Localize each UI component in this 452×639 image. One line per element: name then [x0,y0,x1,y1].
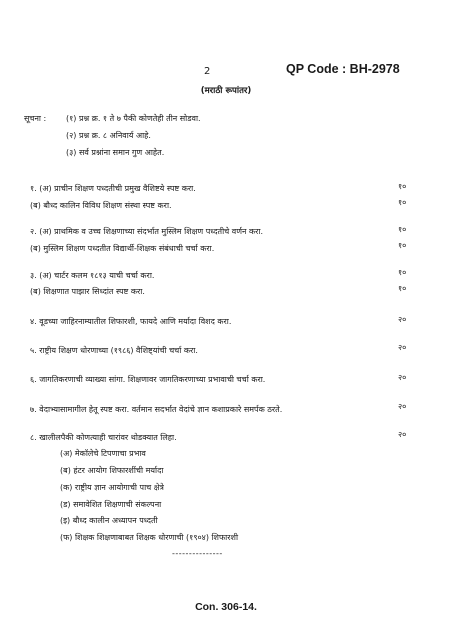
q8-option: (फ) शिक्षक शिक्षणाबाबत शिक्षक धोरणाची (१९०४) शिफारशी [60,533,239,542]
marks-4: २० [398,315,407,324]
qp-code: QP Code : BH-2978 [286,62,400,76]
q8-option: (अ) मेकॉलेचे टिपणाचा प्रभाव [60,449,146,458]
marks-7: २० [398,402,407,411]
marks-2a: १० [398,225,407,234]
marks-6: २० [398,373,407,382]
question-7: ७. वेदाभ्यासामागील हेतू स्पष्ट करा. वर्तमान सदर्भात वेदांचे ज्ञान कशाप्रकारे समर्पक ठरते. [30,405,283,414]
question-1a: १. (अ) प्राचीन शिक्षण पध्दतीची प्रमुख वैशिष्टये स्पष्ट करा. [30,184,196,193]
footer-code: Con. 306-14. [195,601,257,613]
instruction-item: (३) सर्व प्रश्नांना समान गुण आहेत. [66,148,165,157]
q8-option: (इ) बौध्द कालीन अध्यापन पध्दती [60,516,158,525]
marks-3a: १० [398,268,407,277]
subtitle: (मराठी रूपांतर) [200,86,252,96]
instructions-label: सूचना : [24,114,47,123]
instruction-item: (२) प्रश्न क्र. ८ अनिवार्य आहे. [66,131,151,140]
marks-1b: १० [398,198,407,207]
marks-2b: १० [398,241,407,250]
question-2b: (ब) मुस्लिम शिक्षण पध्दतीत विद्यार्थी-शिक्षक संबंधाची चर्चा करा. [30,244,215,253]
marks-3b: १० [398,284,407,293]
question-1b: (ब) बौध्द कालिन विविध शिक्षण संस्था स्पष्ट करा. [30,201,172,210]
separator-line: --------------- [172,549,223,558]
page-number: 2 [204,66,211,77]
question-3b: (ब) शिक्षणात पाझार सिध्दांत स्पष्ट करा. [30,287,145,296]
q8-option: (ड) समावेशित शिक्षणाची संकल्पना [60,500,162,509]
marks-8: २० [398,430,407,439]
marks-5: २० [398,343,407,352]
question-2a: २. (अ) प्राथमिक व उच्च शिक्षणाच्या संदर्भात मुस्लिम शिक्षण पध्दतीचे वर्णन करा. [30,227,264,236]
instruction-item: (१) प्रश्न क्र. १ ते ७ पैकी कोणतेही तीन सोडवा. [66,114,201,123]
question-4: ४. वूडच्या जाहिरनाम्यातील शिफारशी, फायदे आणि मर्यादा विशद करा. [30,317,232,326]
q8-option: (ब) हंटर आयोग शिफारशींची मर्यादा [60,466,164,475]
question-3a: ३. (अ) चार्टर कलम १८१३ याची चर्चा करा. [30,271,155,280]
question-5: ५. राष्ट्रीय शिक्षण धोरणाच्या (१९८६) वैशिष्ट्यांची चर्चा करा. [30,346,198,355]
question-6: ६. जागतिकरणाची व्याख्या सांगा. शिक्षणावर जागतिकरणाच्या प्रभावाची चर्चा करा. [30,375,266,384]
marks-1a: १० [398,182,407,191]
q8-option: (क) राष्ट्रीय ज्ञान आयोगाची पाच क्षेत्रे [60,483,164,492]
question-8: ८. खालीलपैकी कोणत्याही चारांवर थोडक्यात लिहा. [30,433,177,442]
